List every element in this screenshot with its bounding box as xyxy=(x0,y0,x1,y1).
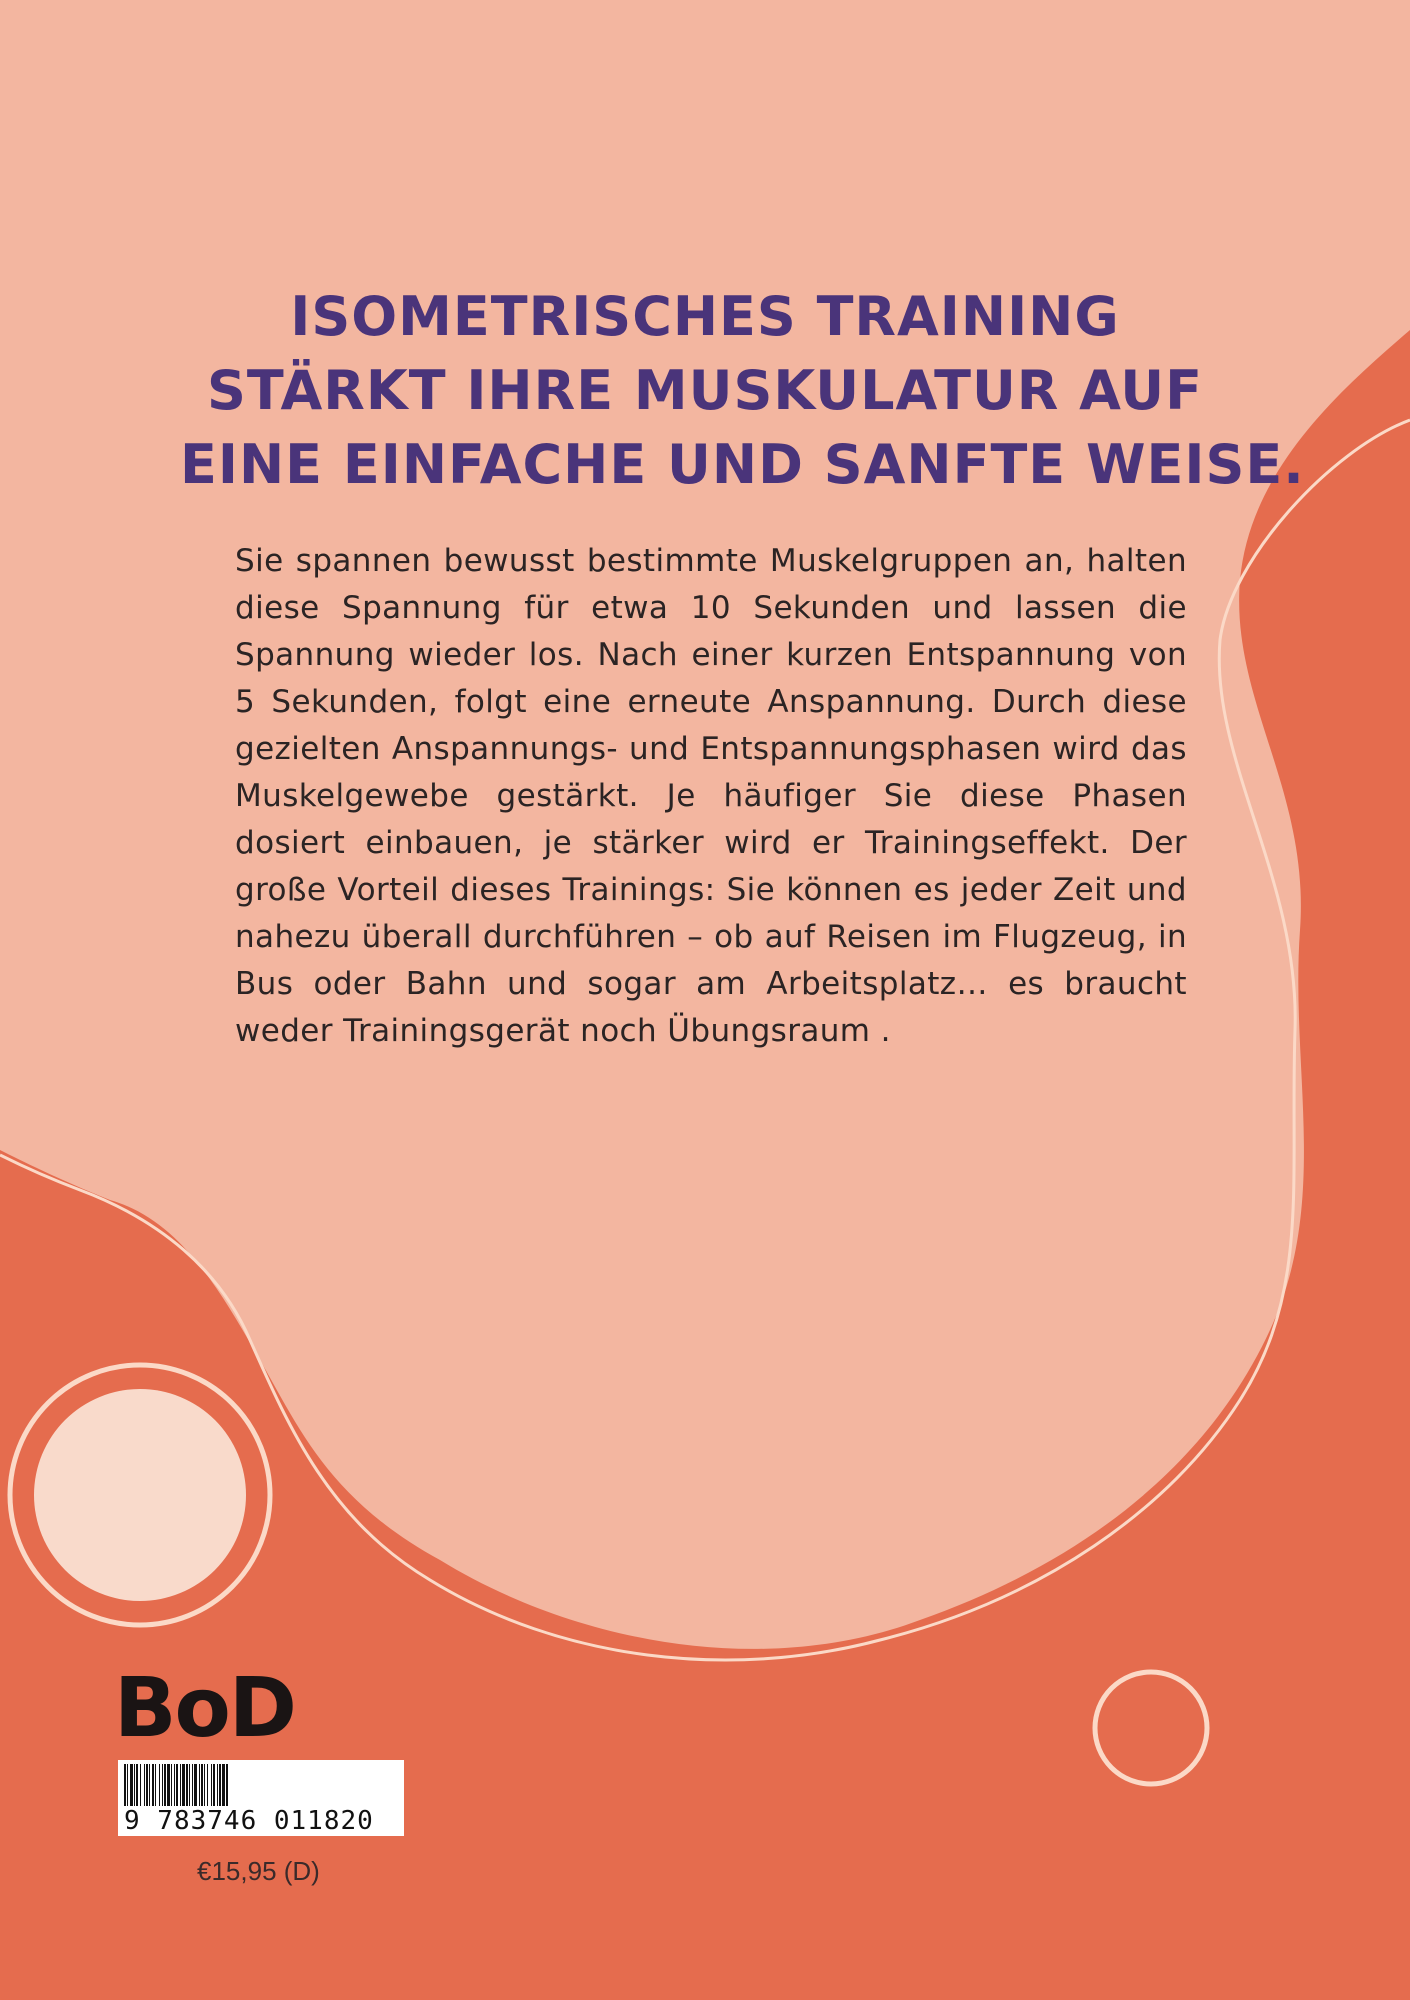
headline-line-2: STÄRKT IHRE MUSKULATUR AUF xyxy=(206,359,1204,422)
left-circle xyxy=(34,1389,246,1601)
headline-line-1: ISOMETRISCHES TRAINING xyxy=(290,285,1120,348)
small-ring xyxy=(1095,1672,1207,1784)
headline-line-3: EINE EINFACHE UND SANFTE WEISE. xyxy=(180,433,1305,496)
isbn-number: 9 783746 011820 xyxy=(124,1806,374,1836)
barcode-bar xyxy=(228,1764,229,1806)
headline xyxy=(180,280,1305,502)
isbn-barcode xyxy=(118,1760,404,1836)
publisher-logo: BoD xyxy=(114,1661,295,1756)
barcode-bars xyxy=(124,1764,398,1806)
price: €15,95 (D) xyxy=(197,1856,320,1886)
description-text: Sie spannen bewusst bestimmte Muskelgruppen an, halten diese Spannung für etwa 10 Sekunden und lassen die Spannung wieder los. Nach einer kurzen Entspannung von 5 Sekunden, folgt eine erneute Anspannung. Durch diese gezielten Anspannungs- und Entspannungsphasen wird das Muskelgewebe gestärkt. Je häufiger Sie diese Phasen dosiert einbauen, je stärker wird er Trainingseffekt. Der große Vorteil dieses Trainings: Sie können es jeder Zeit und nahezu überall durchführen – ob auf Reisen im Flugzeug, in Bus oder Bahn und sogar am Arbeitsplatz… es braucht weder Trainingsgerät noch Übungsraum . xyxy=(235,543,1187,1049)
